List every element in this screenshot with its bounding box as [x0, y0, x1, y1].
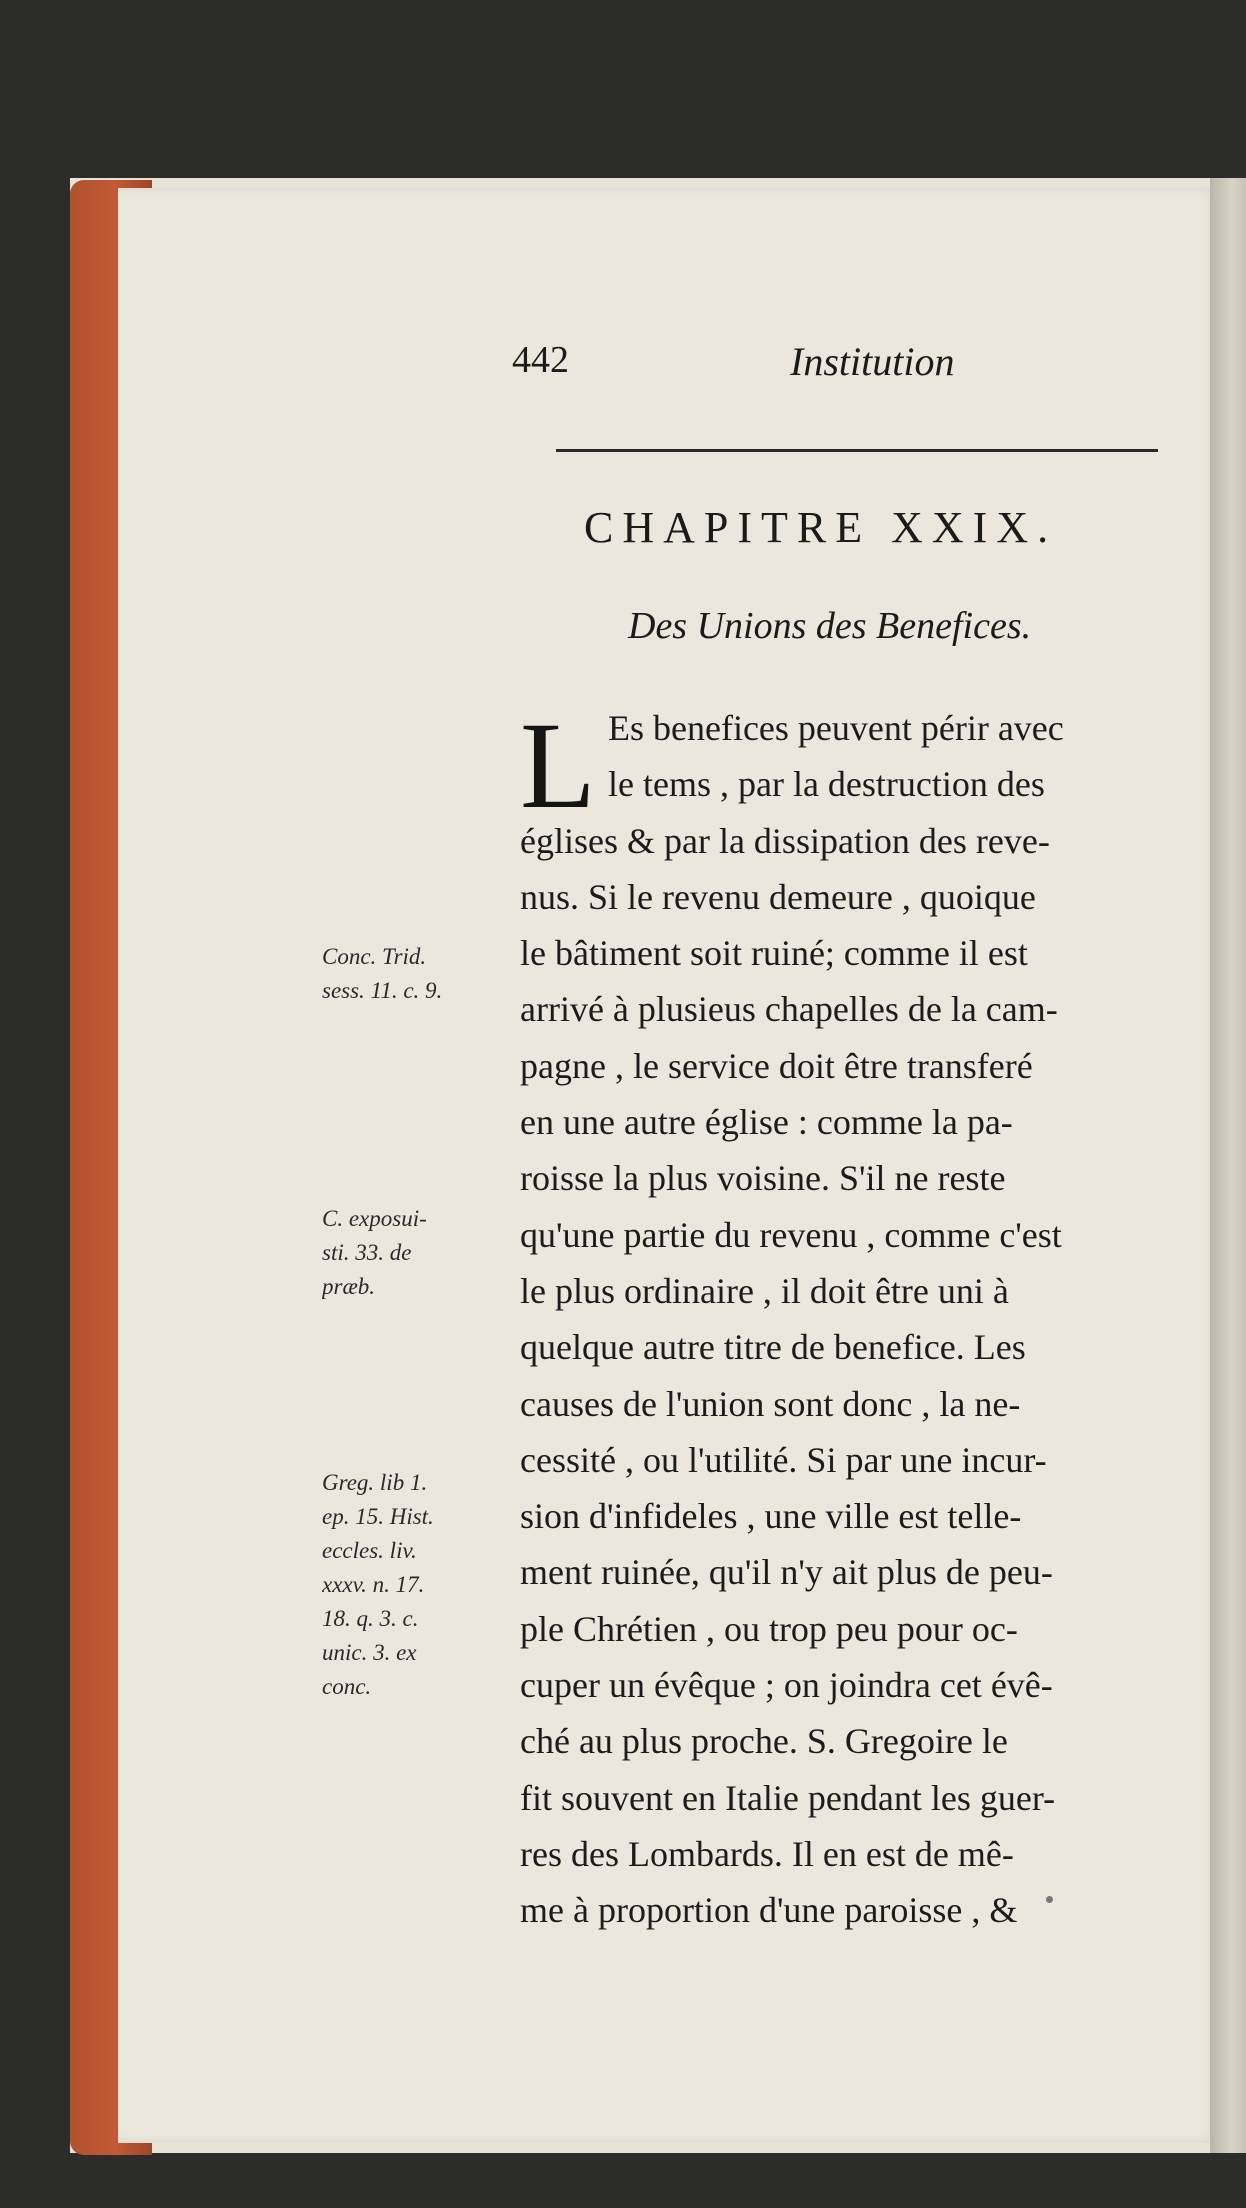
- text-line: en une autre église : comme la pa-: [520, 1102, 1013, 1143]
- margin-note-line: sti. 33. de: [322, 1240, 412, 1265]
- text-line: le plus ordinaire , il doit être uni à: [520, 1270, 1009, 1311]
- text-line: le bâtiment soit ruiné; comme il est: [520, 933, 1028, 974]
- margin-note-line: ep. 15. Hist.: [322, 1504, 434, 1529]
- header-rule: [556, 449, 1158, 452]
- margin-note-line: Conc. Trid.: [322, 944, 427, 969]
- text-line: causes de l'union sont donc , la ne-: [520, 1383, 1021, 1424]
- margin-note-line: Greg. lib 1.: [322, 1470, 428, 1495]
- text-line: nus. Si le revenu demeure , quoique: [520, 876, 1036, 917]
- margin-note-line: conc.: [322, 1674, 372, 1699]
- text-line: cuper un évêque ; on joindra cet évê-: [520, 1665, 1053, 1706]
- margin-note-line: xxxv. n. 17.: [322, 1572, 425, 1597]
- running-head: [0, 338, 1246, 398]
- text-line: sion d'infideles , une ville est telle-: [520, 1496, 1022, 1537]
- text-line: arrivé à plusieus chapelles de la cam-: [520, 989, 1058, 1030]
- margin-note: [322, 1202, 527, 1304]
- text-line: roisse la plus voisine. S'il ne reste: [520, 1158, 1006, 1199]
- text-line: res des Lombards. Il en est de mê-: [520, 1833, 1014, 1874]
- text-line: ment ruinée, qu'il n'y ait plus de peu-: [520, 1552, 1053, 1593]
- text-line: me à proportion d'une paroisse , &: [520, 1890, 1018, 1931]
- margin-note-line: C. exposui-: [322, 1206, 427, 1231]
- chapter-title: CHAPITRE XXIX.: [584, 503, 1058, 552]
- margin-note-line: sess. 11. c. 9.: [322, 978, 443, 1003]
- text-line: ché au plus proche. S. Gregoire le: [520, 1721, 1008, 1762]
- section-title: Des Unions des Benefices.: [628, 605, 1032, 647]
- text-line: pagne , le service doit être transferé: [520, 1045, 1033, 1086]
- text-line: qu'une partie du revenu , comme c'est: [520, 1214, 1062, 1255]
- running-title: Institution: [790, 339, 955, 384]
- text-line: ple Chrétien , ou trop peu pour oc-: [520, 1608, 1018, 1649]
- book-gutter: [1210, 178, 1246, 2153]
- text-line: quelque autre titre de benefice. Les: [520, 1327, 1026, 1368]
- text-line: cessité , ou l'utilité. Si par une incur-: [520, 1439, 1047, 1480]
- margin-note-line: unic. 3. ex: [322, 1640, 417, 1665]
- text-line: le tems , par la destruction des: [608, 764, 1045, 805]
- text-line: Es benefices peuvent périr avec: [608, 708, 1064, 748]
- margin-note: [322, 1466, 527, 1704]
- margin-note: [322, 940, 527, 1008]
- pencil-mark: [1046, 1896, 1053, 1903]
- body-text: [520, 697, 1198, 1939]
- text-line: fit souvent en Italie pendant les guer-: [520, 1777, 1056, 1818]
- margin-note-line: eccles. liv.: [322, 1538, 417, 1563]
- margin-note-line: præb.: [322, 1274, 376, 1299]
- drop-cap: L: [520, 697, 596, 834]
- text-line: églises & par la dissipation des reve-: [520, 820, 1050, 861]
- page-number: 442: [512, 339, 569, 381]
- margin-note-line: 18. q. 3. c.: [322, 1606, 419, 1631]
